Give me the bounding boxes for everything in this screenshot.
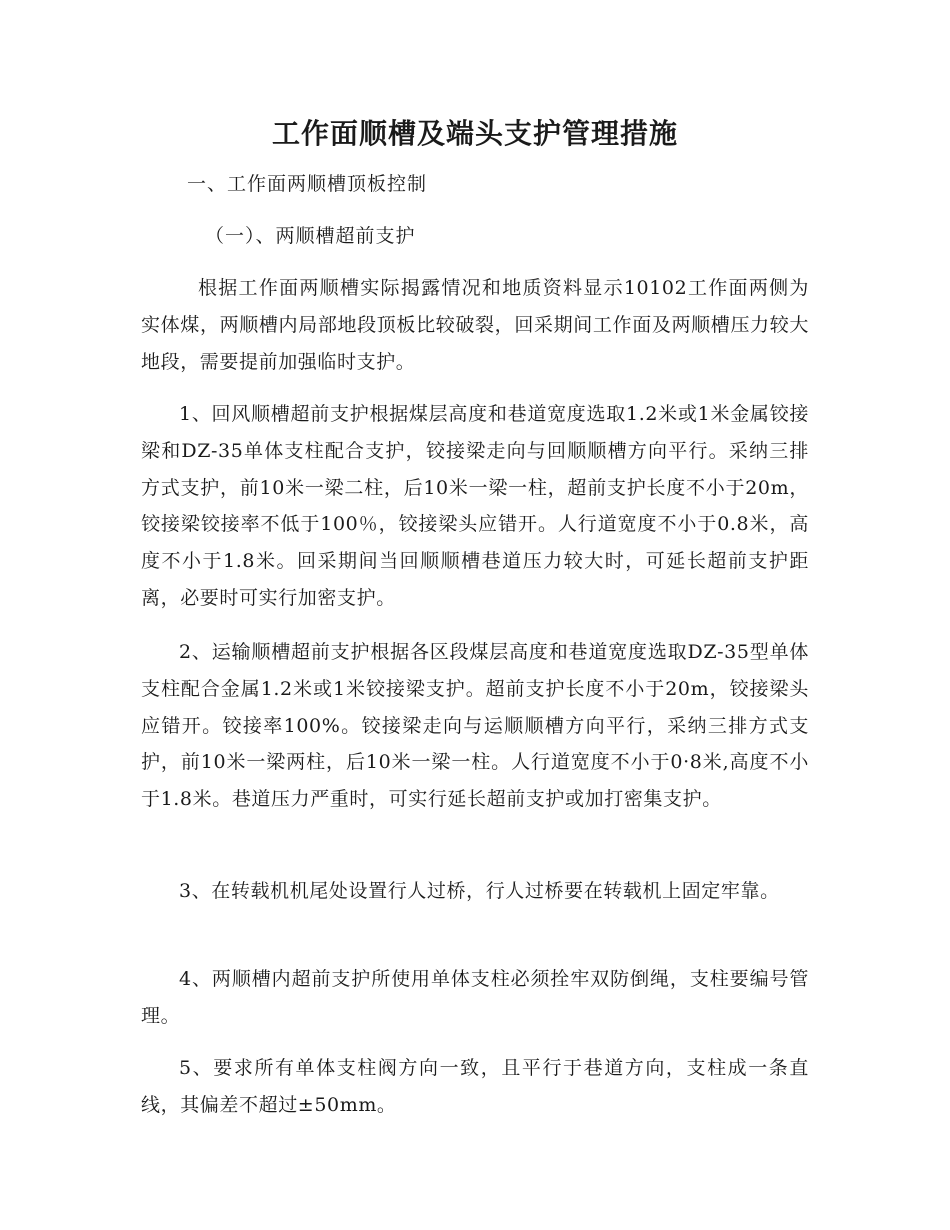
paragraph-item-4: 4、两顺槽内超前支护所使用单体支柱必须拴牢双防倒绳，支柱要编号管理。 bbox=[141, 968, 809, 1027]
document-title: 工作面顺槽及端头支护管理措施 bbox=[271, 117, 678, 150]
paragraph-intro: 根据工作面两顺槽实际揭露情况和地质资料显示10102工作面两侧为实体煤，两顺槽内局部地段顶板比较破裂，回采期间工作面及两顺槽压力较大地段，需要提前加强临时支护。 bbox=[141, 277, 809, 373]
subsection-heading: （一）、两顺槽超前支护 bbox=[205, 225, 416, 247]
paragraph-item-2: 2、运输顺槽超前支护根据各区段煤层高度和巷道宽度选取DZ-35型单体支柱配合金属1.2米或1米铰接梁支护。超前支护长度不小于20m，铰接梁头应错开。铰接率100%。铰接梁走向与运顺顺槽方向平行，采纳三排方式支护，前10米一梁两柱，后10米一梁一柱。人行道宽度不小于0·8米,高度不小于1.8米。巷道压力严重时，可实行延长超前支护或加打密集支护。 bbox=[141, 641, 809, 811]
paragraph-item-1: 1、回风顺槽超前支护根据煤层高度和巷道宽度选取1.2米或1米金属铰接梁和DZ-35单体支柱配合支护，铰接梁走向与回顺顺槽方向平行。采纳三排方式支护，前10米一梁二柱，后10米一梁一柱，超前支护长度不小于20m，铰接梁铰接率不低于100％，铰接梁头应错开。人行道宽度不小于0.8米，高度不小于1.8米。回采期间当回顺顺槽巷道压力较大时，可延长超前支护距离，必要时可实行加密支护。 bbox=[141, 403, 809, 609]
section-heading: 一、工作面两顺槽顶板控制 bbox=[187, 173, 428, 195]
paragraph-item-5: 5、要求所有单体支柱阀方向一致，且平行于巷道方向，支柱成一条直线，其偏差不超过±50mm。 bbox=[141, 1057, 809, 1116]
paragraph-item-3: 3、在转载机机尾处设置行人过桥，行人过桥要在转载机上固定牢靠。 bbox=[179, 880, 780, 902]
